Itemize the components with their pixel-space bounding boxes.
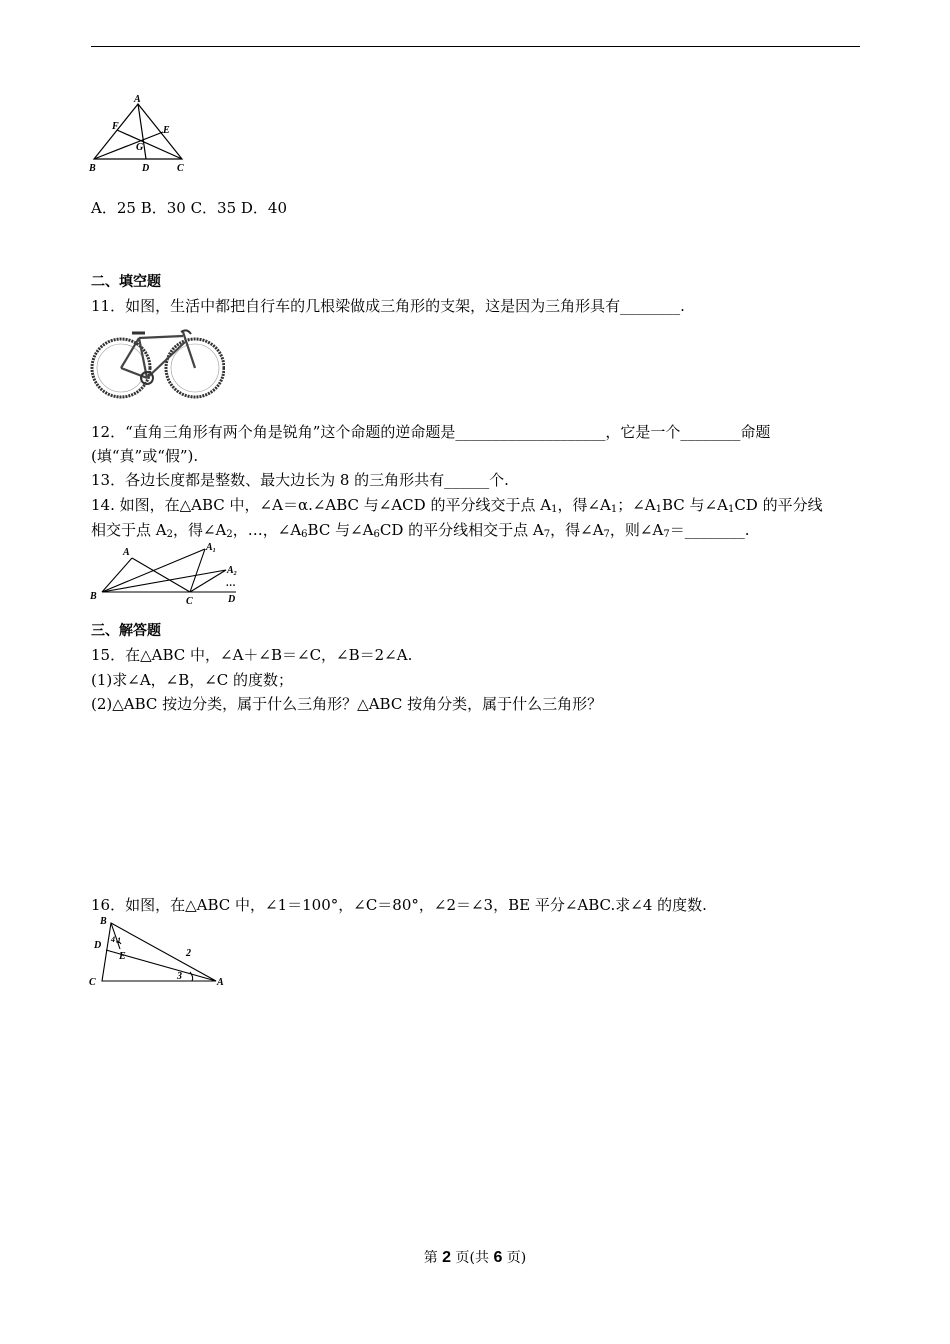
q15-line-2: (1)求∠A，∠B，∠C 的度数； (91, 671, 294, 689)
q10-triangle-figure (86, 92, 192, 176)
q12-line-2: (填“真”或“假”). (91, 447, 199, 465)
q10-label-c: C (177, 163, 184, 174)
q14-label-dots: … (226, 578, 236, 589)
q14-label-c: C (186, 596, 193, 607)
section-2-title: 二、填空题 (91, 274, 161, 290)
q14-label-b: B (90, 591, 97, 602)
q10-label-d: D (142, 163, 150, 174)
q16-label-4: 4 (111, 935, 115, 944)
q16-label-c: C (89, 977, 96, 988)
q16-label-2: 2 (186, 948, 191, 959)
q10-options: A．25 B．30 C．35 D．40 (91, 199, 288, 217)
q16-label-b: B (100, 916, 107, 927)
q10-label-e: E (163, 125, 170, 136)
q15-line-3: (2)△ABC 按边分类，属于什么三角形？△ABC 按角分类，属于什么三角形？ (91, 695, 603, 713)
q16-label-e: E (119, 951, 126, 962)
q11-text: 11．如图，生活中都把自行车的几根梁做成三角形的支架，这是因为三角形具有________. (91, 297, 685, 315)
q16-label-1: 1 (117, 936, 121, 945)
q14-label-a: A (123, 547, 130, 558)
header-rule (91, 46, 860, 47)
q14-bisector-figure (86, 540, 246, 608)
q16-label-d: D (94, 940, 102, 951)
footer-page-number: 2 (442, 1249, 452, 1266)
q14-label-a2: $A_2$ (227, 565, 237, 577)
footer-total-pages: 6 (493, 1249, 503, 1266)
section-3-title: 三、解答题 (91, 623, 161, 639)
q10-label-b: B (89, 163, 96, 174)
q13-text: 13．各边长度都是整数、最大边长为 8 的三角形共有______个. (91, 471, 509, 489)
q12-line-1: 12．“直角三角形有两个角是锐角”这个命题的逆命题是____________________，它是一个________命题 (91, 423, 771, 441)
bicycle-figure (89, 322, 225, 400)
q10-label-a: A (134, 94, 141, 105)
q16-label-3: 3 (177, 971, 182, 982)
q10-label-g: G (136, 142, 144, 153)
q14-label-a1: $A_1$ (206, 542, 216, 554)
q16-triangle-figure (86, 912, 234, 992)
page-footer: 第 2 页(共 6 页) (423, 1249, 527, 1266)
q14-line-1: 14. 如图，在△ABC 中，∠A＝α.∠ABC 与∠ACD 的平分线交于点 $A_1$，得$\angle A_1$；$\angle A_1BC$ 与$\angle A_1CD$ 的平分线 (91, 496, 823, 515)
q14-label-d: D (228, 594, 236, 605)
q14-line-2: 相交于点 $A_2$，得$\angle A_2$，…，$\angle A_6BC$ 与$\angle A_6CD$ 的平分线相交于点 $A_7$，得$\angle A_7$，则$\angle A_7=\_\_\_\_\_\_\_\_$. (91, 521, 750, 540)
q15-line-1: 15．在△ABC 中，∠A＋∠B＝∠C，∠B＝2∠A. (91, 646, 413, 664)
q16-text: 16．如图，在△ABC 中，∠1＝100°，∠C＝80°，∠2＝∠3，BE 平分∠ABC.求∠4 的度数. (91, 896, 707, 914)
q10-label-f: F (112, 121, 119, 132)
q16-label-a: A (217, 977, 224, 988)
